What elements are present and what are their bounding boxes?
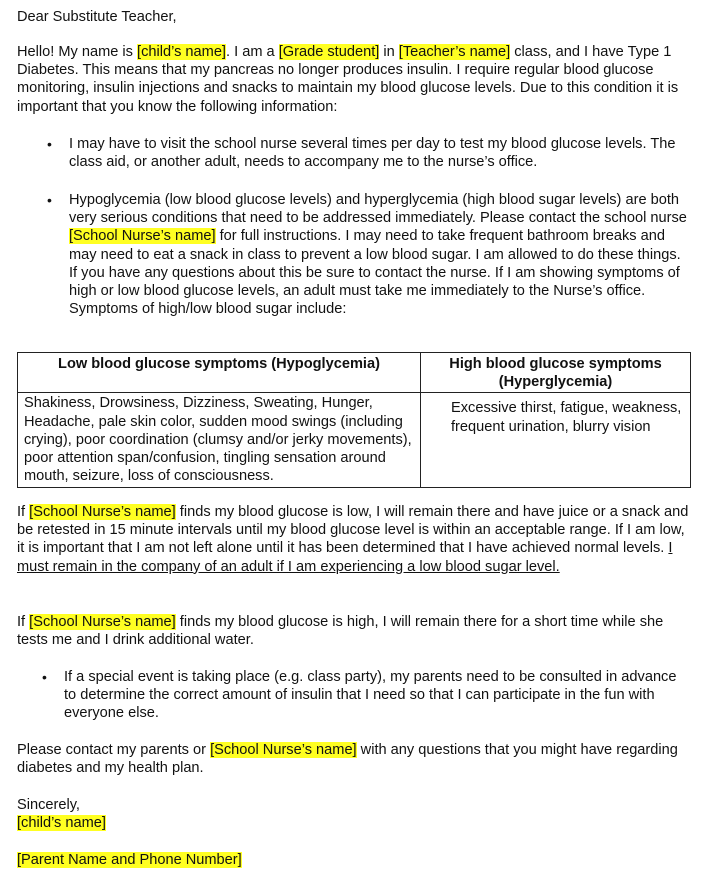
bullet-nurse-visits: [47, 135, 687, 171]
closing: Sincerely,: [17, 797, 80, 813]
nurse-name-placeholder: [School Nurse’s name]: [210, 742, 357, 758]
bullet-icon: •: [47, 136, 52, 152]
intro-text: Hello! My name is: [17, 44, 138, 60]
parent-contact-line: [17, 851, 242, 869]
bullet-text: I may have to visit the school nurse several times per day to test my blood glucose levels. The class aid, or another adult, needs to accompany me to the nurse’s office.: [69, 136, 676, 171]
high-symptoms-cell: Excessive thirst, fatigue, weakness, frequent urination, blurry vision: [421, 393, 691, 488]
bullet-text: Hypoglycemia (low blood glucose levels) and hyperglycemia (high blood sugar levels) are both very serious conditions that need to be addressed immediately. Please contact the school nurse: [69, 192, 687, 227]
nurse-name-placeholder: [School Nurse’s name]: [29, 614, 176, 630]
salutation: Dear Substitute Teacher,: [17, 9, 177, 25]
low-glucose-paragraph: [17, 503, 689, 576]
high-glucose-paragraph: [17, 613, 697, 649]
bullet-list-3: [42, 668, 687, 723]
child-name-placeholder: [child’s name]: [137, 44, 226, 60]
paragraph-text: finds my blood glucose is low, I will remain there and have juice or a snack and be retested in 15 minute intervals until my blood glucose level is within an acceptable range. If I am low, it is important that I am not left alone until it has been determined that I have achieved normal levels.: [17, 504, 689, 557]
nurse-name-placeholder: [School Nurse’s name]: [69, 228, 216, 245]
bullet-icon: •: [42, 669, 47, 685]
bullet-hypo-hyper: [47, 191, 687, 318]
low-symptoms-header: Low blood glucose symptoms (Hypoglycemia): [18, 353, 421, 393]
paragraph-text: Please contact my parents or: [17, 742, 211, 758]
teacher-name-placeholder: [Teacher’s name]: [398, 44, 511, 60]
bullet-text: for full instructions. I may need to take frequent bathroom breaks and may need to eat a snack in class to prevent a low blood sugar. I am allowed to do these things. If you have any questions about this be sure to contact the nurse. If I am showing symptoms of high or low blood glucose levels, an adult must take me immediately to the Nurse’s office. Symptoms of high/low blood sugar include:: [69, 228, 681, 318]
paragraph-text: finds my blood glucose is high, I will remain there for a short time while she tests me and I drink additional water.: [17, 614, 664, 649]
contact-paragraph: [17, 741, 697, 777]
bullet-list-2: [47, 191, 687, 318]
bullet-list-1: [47, 135, 687, 171]
grade-placeholder: [Grade student]: [278, 44, 380, 60]
low-symptoms-cell: Shakiness, Drowsiness, Dizziness, Sweating, Hunger, Headache, pale skin color, sudden mood swings (including crying), poor coordination (clumsy and/or jerky movements), poor attention span/confusion, tingling sensation around mouth, seizure, loss of consciousness.: [18, 393, 421, 488]
bullet-text: If a special event is taking place (e.g. class party), my parents need to be consulted in advance to determine the correct amount of insulin that I need so that I can participate in the fun with everyone else.: [64, 669, 677, 722]
parent-name-placeholder: [Parent Name and Phone Number]: [17, 852, 242, 868]
child-name-placeholder: [child’s name]: [17, 815, 106, 831]
paragraph-text: If: [17, 504, 30, 520]
adult-company-note: I must remain in the company of an adult if I am experiencing a low blood sugar level.: [17, 540, 673, 575]
signature-child-name: [17, 814, 106, 832]
bullet-special-event: [42, 668, 687, 723]
intro-paragraph: [17, 43, 697, 116]
paragraph-text: If: [17, 614, 30, 630]
symptoms-table: [17, 352, 691, 488]
table-row: [18, 393, 691, 488]
intro-text: in: [379, 44, 399, 60]
intro-text: class, and I have Type 1 Diabetes. This means that my pancreas no longer produces insulin. I require regular blood glucose monitoring, insulin injections and snacks to maintain my blood glucose levels. Due to this condition it is important that you know the following information:: [17, 44, 679, 115]
intro-text: . I am a: [226, 44, 279, 60]
paragraph-text: with any questions that you might have regarding diabetes and my health plan.: [17, 742, 678, 777]
high-symptoms-header: High blood glucose symptoms (Hyperglycemia): [421, 353, 691, 393]
bullet-icon: •: [47, 192, 52, 208]
nurse-name-placeholder: [School Nurse’s name]: [29, 504, 176, 520]
table-header-row: [18, 353, 691, 393]
